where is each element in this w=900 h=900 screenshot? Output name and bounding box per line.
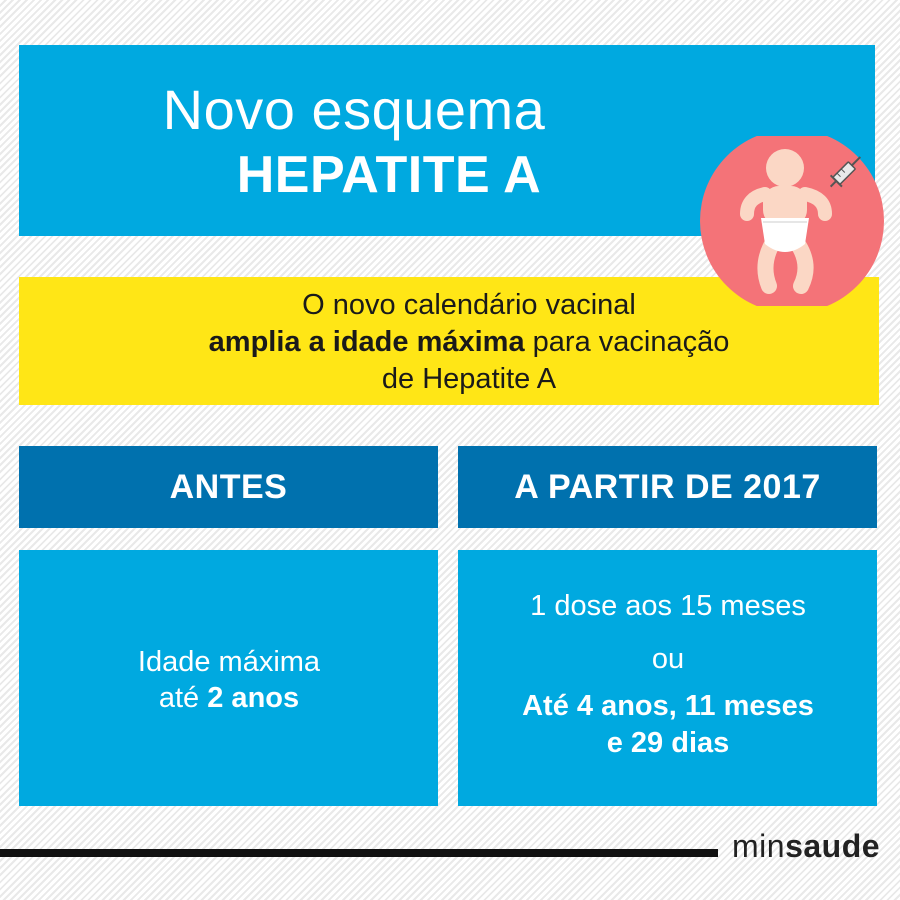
title-line-1: Novo esquema [162,78,546,141]
info-line-3: de Hepatite A [381,363,557,395]
brand-bold: saude [785,828,881,864]
info-highlight: amplia a idade máxima [208,326,525,358]
brand-logo [732,828,880,865]
after-line-2: ou [651,643,685,675]
after-max-age [458,688,878,762]
bottom-divider [0,849,718,857]
after-line-3b: e 29 dias [606,727,730,759]
column-header-after: A PARTIR DE 2017 [458,446,877,528]
baby-vaccine-icon [697,136,887,306]
before-prefix: até [158,682,208,714]
before-line-1: Idade máxima [137,646,321,678]
before-text [19,644,439,716]
column-header-before: ANTES [19,446,438,528]
before-line-2 [19,680,439,716]
title-line-2: HEPATITE A [236,146,542,204]
brand-prefix: min [732,828,786,864]
info-line-2 [19,324,900,361]
info-line-2-rest: para vacinação [524,326,730,358]
info-line-1: O novo calendário vacinal [302,289,636,321]
after-line-1: 1 dose aos 15 meses [530,590,806,622]
column-content-after [458,550,877,806]
after-line-3a: Até 4 anos, 11 meses [522,690,814,722]
column-content-before [19,550,438,806]
before-age: 2 anos [207,682,300,714]
